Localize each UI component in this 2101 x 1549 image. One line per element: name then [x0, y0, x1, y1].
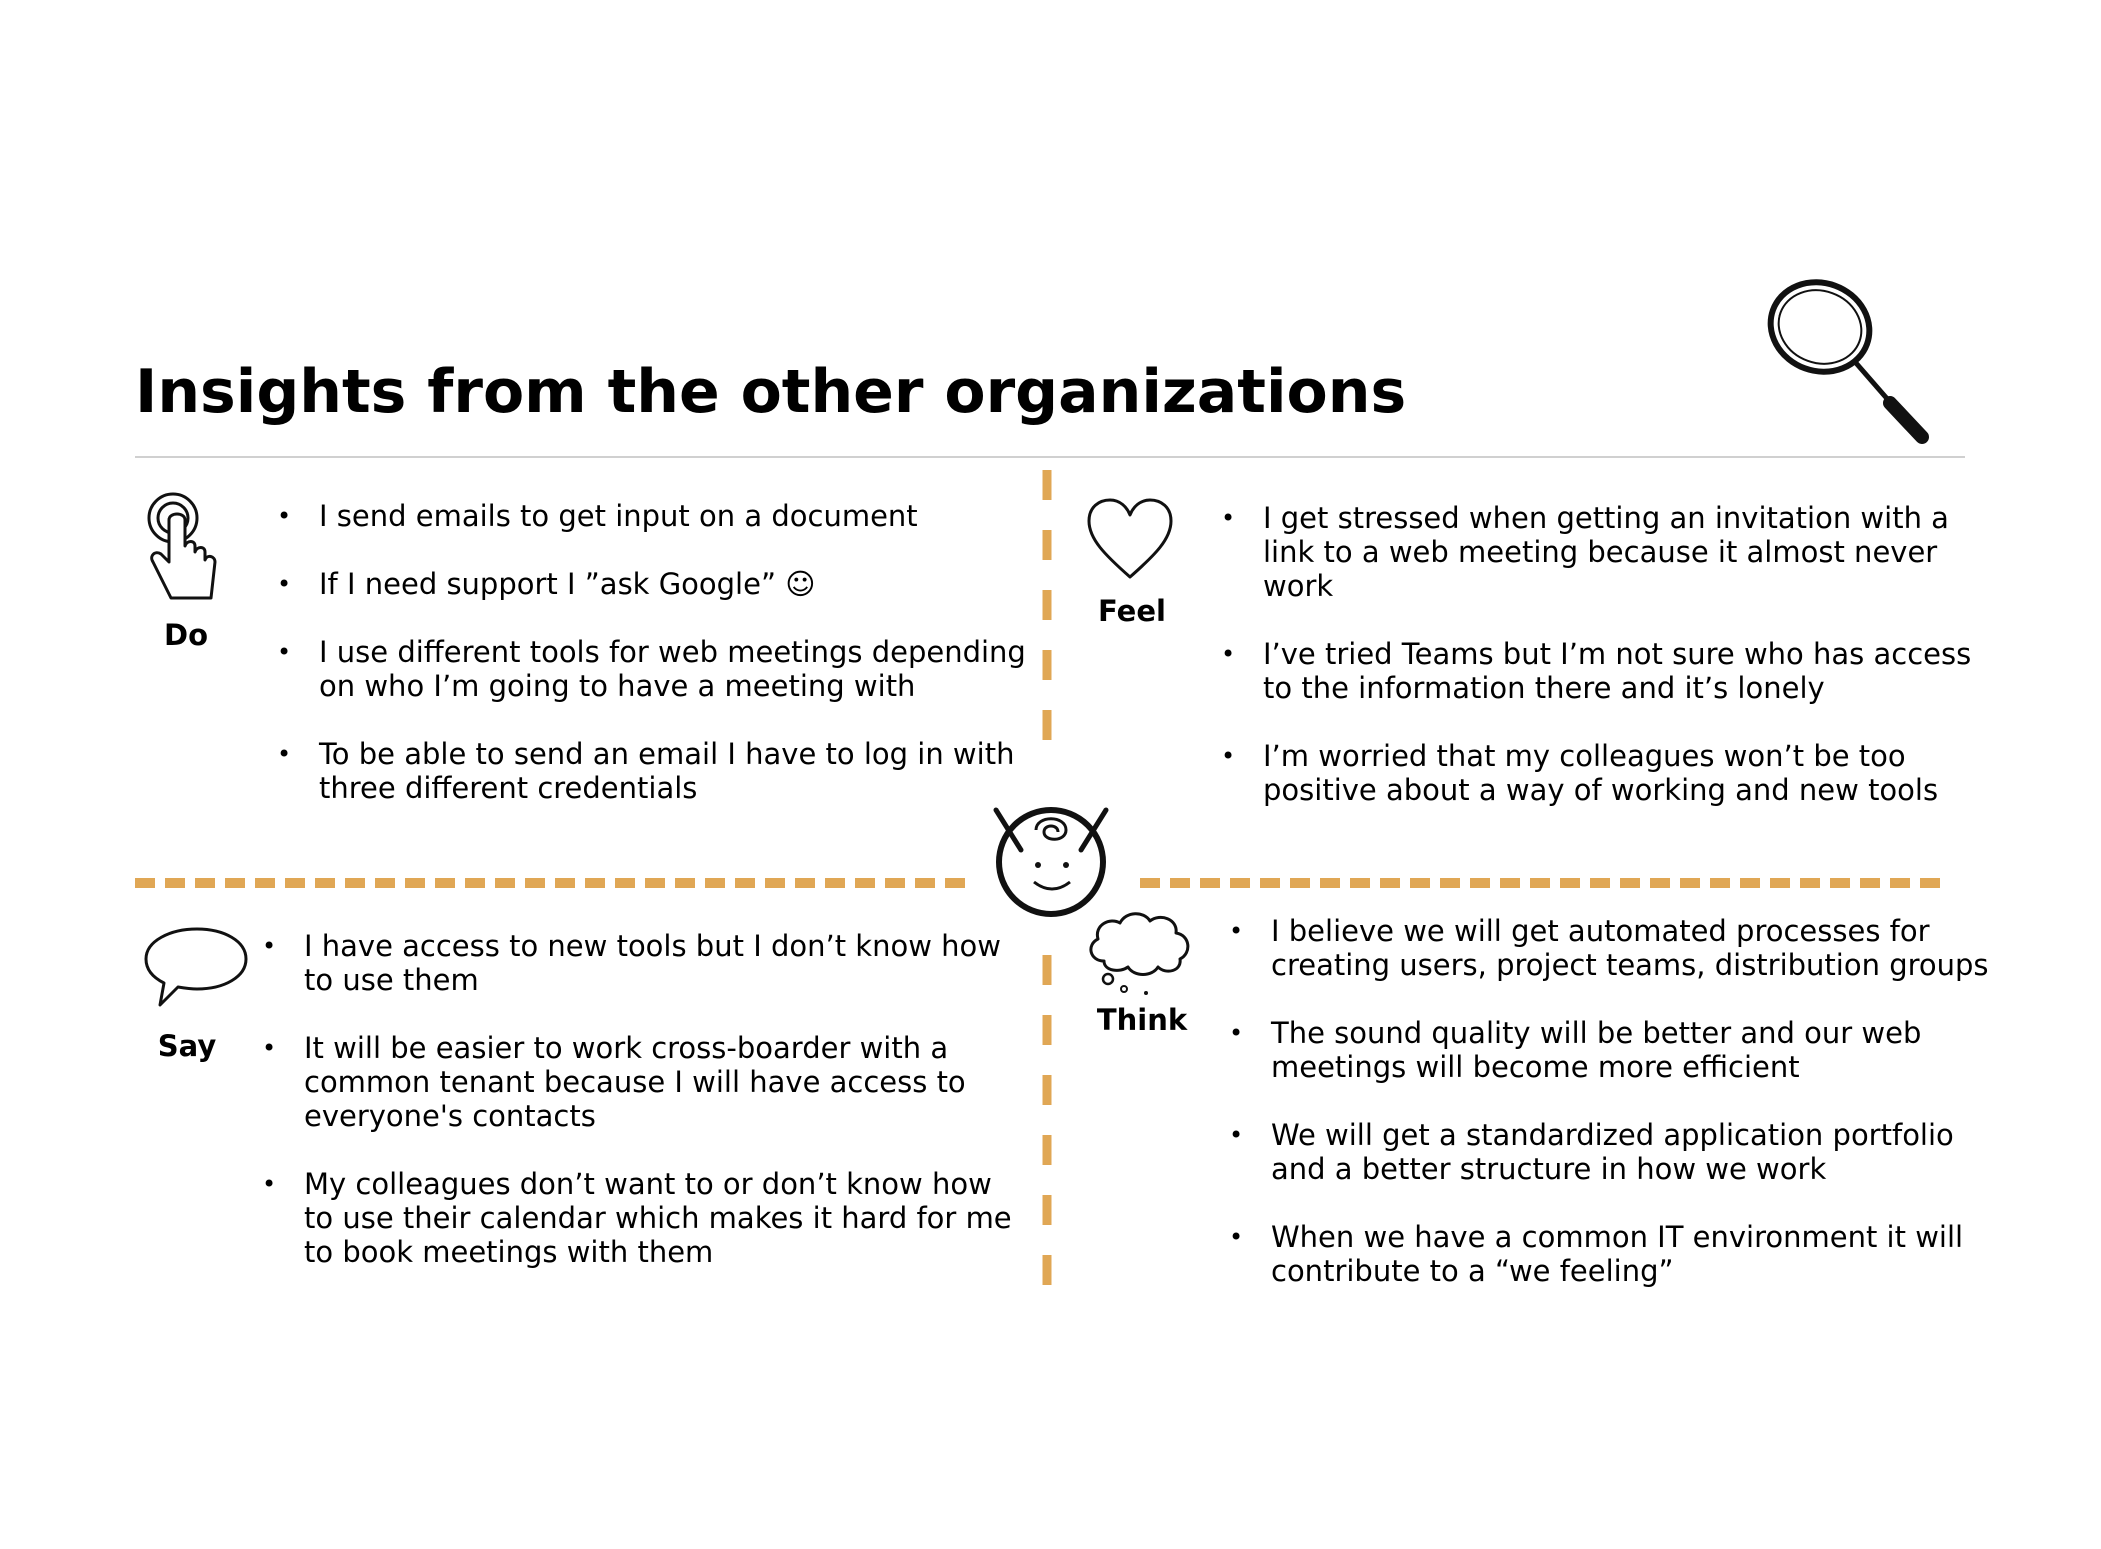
say-list [262, 929, 1022, 1303]
title-divider [135, 456, 1965, 458]
touch-hand-icon [143, 490, 223, 605]
list-item: • I’ve tried Teams but I’m not sure who has access to the information there and it’s lonely [1221, 637, 2001, 705]
list-item: • We will get a standardized application portfolio and a better structure in how we work [1229, 1118, 2009, 1186]
heart-icon [1085, 497, 1175, 582]
list-item: • I’m worried that my colleagues won’t be too positive about a way of working and new tools [1221, 739, 2001, 807]
think-list [1229, 914, 2009, 1322]
vertical-axis-bottom [1041, 955, 1053, 1295]
say-label: Say [157, 1029, 217, 1063]
list-item: • When we have a common IT environment it will contribute to a “we feeling” [1229, 1220, 2009, 1288]
feel-label: Feel [1098, 594, 1166, 628]
horizontal-axis-left [135, 878, 965, 888]
list-item: • I use different tools for web meetings depending on who I’m going to have a meeting with [277, 635, 1037, 703]
list-item: • To be able to send an email I have to log in with three different credentials [277, 737, 1037, 805]
page-title: Insights from the other organizations [135, 357, 1407, 427]
do-label: Do [164, 618, 208, 652]
list-item: • The sound quality will be better and our web meetings will become more efficient [1229, 1016, 2009, 1084]
list-item: • If I need support I ”ask Google” ☺ [277, 567, 1037, 601]
feel-list [1221, 501, 2001, 841]
list-item: • I send emails to get input on a document [277, 499, 1037, 533]
list-item: • I have access to new tools but I don’t know how to use them [262, 929, 1022, 997]
think-label: Think [1096, 1003, 1188, 1037]
magnifying-glass-icon [1750, 265, 1950, 445]
speech-bubble-icon [142, 925, 252, 1010]
list-item: • I get stressed when getting an invitation with a link to a web meeting because it almost never work [1221, 501, 2001, 603]
do-list [277, 499, 1037, 839]
list-item: • My colleagues don’t want to or don’t know how to use their calendar which makes it hard for me to book meetings with them [262, 1167, 1022, 1269]
list-item: • It will be easier to work cross-boarder with a common tenant because I will have access to everyone's contacts [262, 1031, 1022, 1133]
thought-cloud-icon [1082, 905, 1197, 1000]
list-item: • I believe we will get automated processes for creating users, project teams, distribution groups [1229, 914, 2009, 982]
horizontal-axis-right [1140, 878, 1940, 888]
vertical-axis-top [1041, 470, 1053, 760]
